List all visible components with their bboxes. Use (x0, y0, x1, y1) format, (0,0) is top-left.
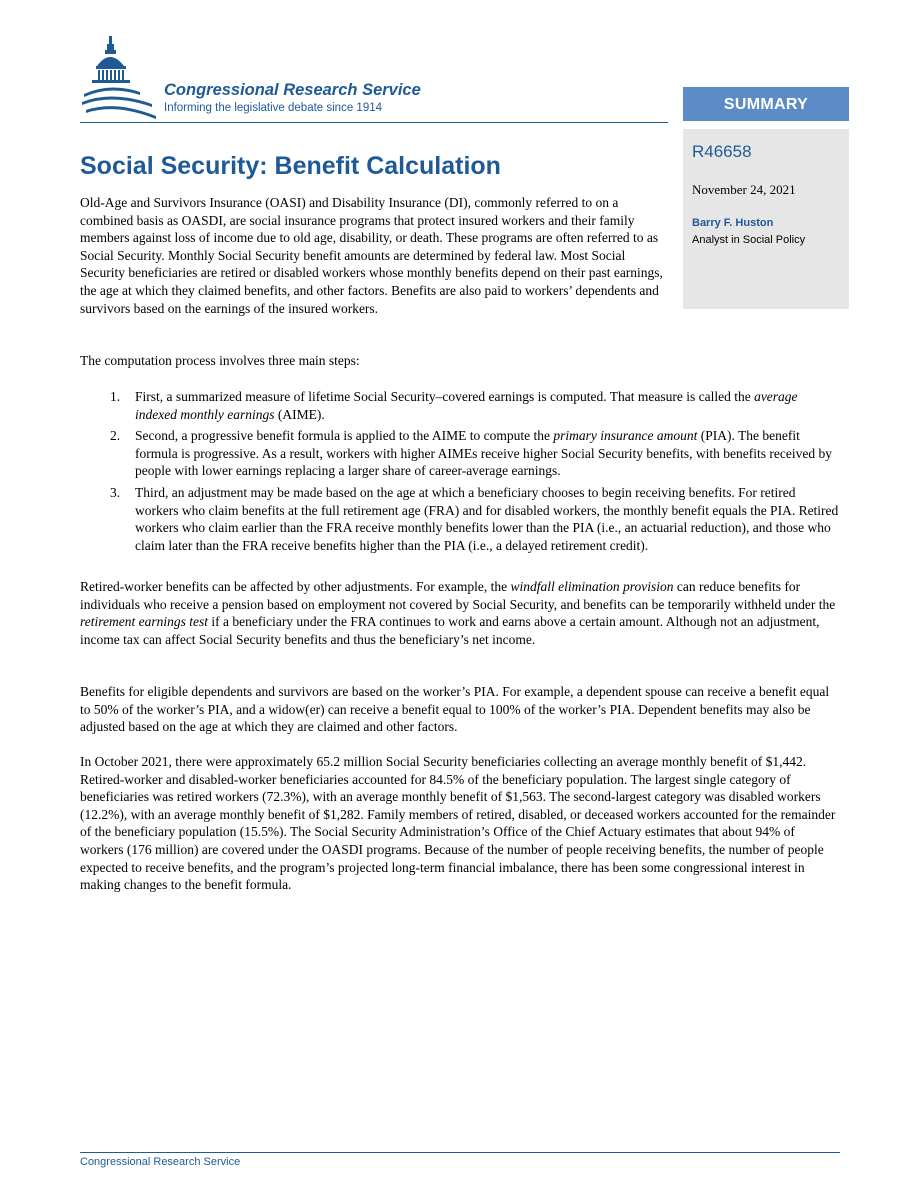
org-tagline: Informing the legislative debate since 1914 (164, 102, 383, 114)
step-item (80, 484, 840, 554)
steps-list (80, 388, 840, 558)
step-term: primary insurance amount (553, 428, 698, 444)
paragraph-text: if a beneficiary under the FRA continues to work and earns above a certain amount. Although not an adjustment, income tax can affect Social Security benefits and thus the beneficiary’s net income. (80, 614, 820, 647)
footer-divider (80, 1152, 840, 1153)
summary-tab: SUMMARY (683, 87, 849, 121)
footer-org-name: Congressional Research Service (80, 1156, 241, 1168)
paragraph-text: Retired-worker benefits can be affected by other adjustments. For example, the (80, 579, 511, 594)
adjustments-paragraph (80, 578, 840, 648)
intro-paragraph: Old-Age and Survivors Insurance (OASI) and Disability Insurance (DI), commonly referred to on a combined basis as OASDI, are social insurance programs that protect insured workers and their family members against loss of income due to old age, disability, or death. These programs are often referred to as Social Security. Monthly Social Security benefit amounts are determined by federal law. Most Social Security beneficiaries are retired or disabled workers whose monthly benefits depend on their past earnings, the age at which they claimed benefits, and other factors. Benefits are also paid to workers’ dependents and survivors based on the earnings of the insured workers. (80, 195, 663, 316)
step-text: Second, a progressive benefit formula is applied to the AIME to compute the (135, 428, 554, 444)
crs-logo (80, 34, 480, 124)
header-divider (80, 122, 668, 123)
step-text: (PIA). The benefit formula is progressive. As a result, workers with higher AIMEs receive higher Social Security benefits, with benefits received by people with lower earnings replacing a larger share of career-average earnings. (135, 428, 832, 479)
author-title: Analyst in Social Policy (692, 234, 806, 246)
capitol-dome-icon (80, 34, 160, 124)
step-number: 3. (110, 484, 121, 500)
step-number: 2. (110, 428, 121, 444)
paragraph-text: can reduce benefits for individuals who receive a pension based on employment not covered by Social Security, and benefits can be temporarily withheld under the (80, 579, 836, 612)
term-earnings-test: retirement earnings test (80, 614, 208, 630)
summary-sidebar (683, 129, 849, 309)
step-item (80, 388, 840, 423)
step-item (80, 427, 840, 480)
step-number: 1. (110, 389, 121, 404)
page-title: Social Security: Benefit Calculation (80, 152, 501, 180)
author-name: Barry F. Huston (692, 217, 774, 229)
step-text: Third, an adjustment may be made based on the age at which a beneficiary chooses to begin receiving benefits. For retired workers who claim benefits at the full retirement age (FRA) and for disabled workers, the monthly benefit equals the PIA. Retired workers who claim earlier than the FRA receive monthly benefits lower than the PIA (i.e., an actuarial reduction), and those who claim later than the FRA receive benefits higher than the PIA (i.e., a delayed retirement credit). (135, 484, 839, 553)
org-name: Congressional Research Service (164, 81, 421, 99)
statistics-paragraph: In October 2021, there were approximately 65.2 million Social Security beneficiaries collecting an average monthly benefit of $1,442. Retired-worker and disabled-worker beneficiaries accounted for 84.5% of the beneficiary population. The largest single category of beneficiaries was retired workers (72.3%), with an average monthly benefit of $1,563. The second-largest category was disabled workers (12.2%), with an average monthly benefit of $1,282. Family members of retired, disabled, or deceased workers accounted for the remainder of the beneficiary population (15.5%). The Social Security Administration’s Office of the Chief Actuary estimates that about 94% of workers (176 million) are covered under the OASDI programs. Because of the number of people receiving benefits, the number of people expected to receive benefits, and the program’s projected long-term financial imbalance, there has been some congressional interest in making changes to the benefit formula. (80, 754, 836, 893)
steps-intro: The computation process involves three main steps: (80, 353, 360, 368)
step-term: average indexed monthly earnings (135, 389, 798, 422)
step-text: First, a summarized measure of lifetime Social Security–covered earnings is computed. That measure is called the (135, 389, 755, 404)
report-number: R46658 (692, 142, 752, 161)
report-date: November 24, 2021 (692, 182, 796, 197)
term-windfall: windfall elimination provision (510, 579, 674, 594)
step-text: (AIME). (274, 406, 325, 422)
dependents-paragraph: Benefits for eligible dependents and survivors are based on the worker’s PIA. For example, a dependent spouse can receive a benefit equal to 50% of the worker’s PIA, and a widow(er) can receive a benefit equal to 100% of the worker’s PIA. Dependent benefits may also be adjusted based on the age at which they are claimed and other factors. (80, 684, 830, 735)
